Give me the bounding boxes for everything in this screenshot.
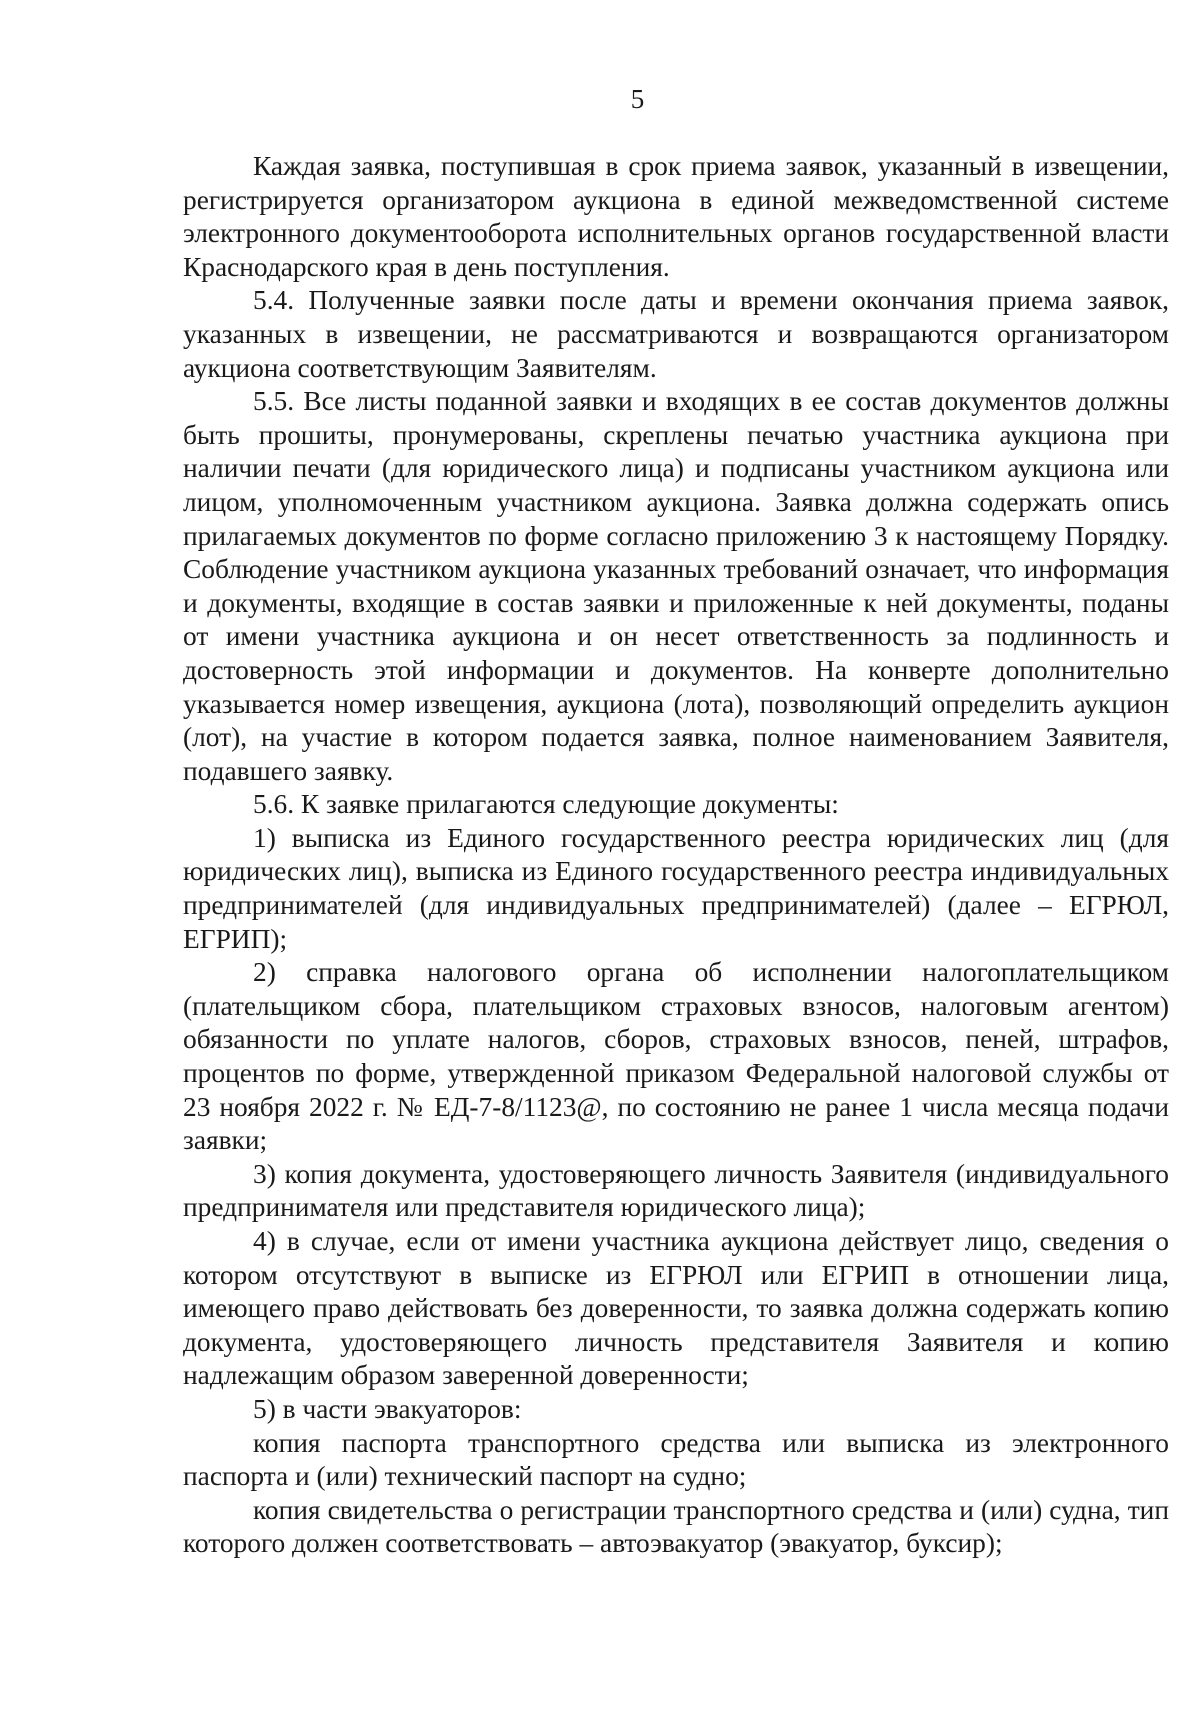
list-item-5-registration: копия свидетельства о регистрации транспортного средства и (или) судна, тип которого должен соответствовать – автоэвакуатор (эвакуатор, буксир);	[183, 1494, 1169, 1559]
list-item-2: 2) справка налогового органа об исполнении налогоплательщиком (плательщиком сбора, плательщиком страховых взносов, налоговым агентом) обязанности по уплате налогов, сборов, страховых взносов, пеней, штрафов, процентов по форме, утвержденной приказом Федеральной налоговой службы от 23 ноября 2022 г. № ЕД-7-8/1123@, по состоянию не ранее 1 числа месяца подачи заявки;	[183, 957, 1169, 1156]
paragraph-5-6: 5.6. К заявке прилагаются следующие документы:	[253, 789, 839, 820]
paragraph-5-4: 5.4. Полученные заявки после даты и времени окончания приема заявок, указанных в извещении, не рассматриваются и возвращаются организатором аукциона соответствующим Заявителям.	[183, 285, 1169, 383]
document-body	[183, 150, 1169, 1561]
list-item-3: 3) копия документа, удостоверяющего личность Заявителя (индивидуального предпринимателя или представителя юридического лица);	[183, 1158, 1169, 1223]
list-item-5: 5) в части эвакуаторов:	[253, 1393, 522, 1424]
paragraph-registration: Каждая заявка, поступившая в срок приема заявок, указанный в извещении, регистрируется организатором аукциона в единой межведомственной системе электронного документооборота исполнительных органов государственной власти Краснодарского края в день поступления.	[183, 151, 1169, 282]
paragraph-5-5: 5.5. Все листы поданной заявки и входящих в ее состав документов должны быть прошиты, пронумерованы, скреплены печатью участника аукциона при наличии печати (для юридического лица) и подписаны участником аукциона или лицом, уполномоченным участником аукциона. Заявка должна содержать опись прилагаемых документов по форме согласно приложению 3 к настоящему Порядку. Соблюдение участником аукциона указанных требований означает, что информация и документы, входящие в состав заявки и приложенные к ней документы, поданы от имени участника аукциона и он несет ответственность за подлинность и достоверность этой информации и документов. На конверте дополнительно указывается номер извещения, аукциона (лота), позволяющий определить аукцион (лот), на участие в котором подается заявка, полное наименованием Заявителя, подавшего заявку.	[183, 386, 1169, 786]
page-number: 5	[630, 84, 645, 114]
list-item-1: 1) выписка из Единого государственного реестра юридических лиц (для юридических лиц), выписка из Единого государственного реестра индивидуальных предпринимателей (для индивидуальных предпринимателей) (далее – ЕГРЮЛ, ЕГРИП);	[183, 822, 1169, 954]
list-item-4: 4) в случае, если от имени участника аукциона действует лицо, сведения о котором отсутствуют в выписке из ЕГРЮЛ или ЕГРИП в отношении лица, имеющего право действовать без доверенности, то заявка должна содержать копию документа, удостоверяющего личность представителя Заявителя и копию надлежащим образом заверенной доверенности;	[183, 1226, 1169, 1391]
list-item-5-passport: копия паспорта транспортного средства или выписка из электронного паспорта и (или) технический паспорт на судно;	[183, 1427, 1169, 1492]
